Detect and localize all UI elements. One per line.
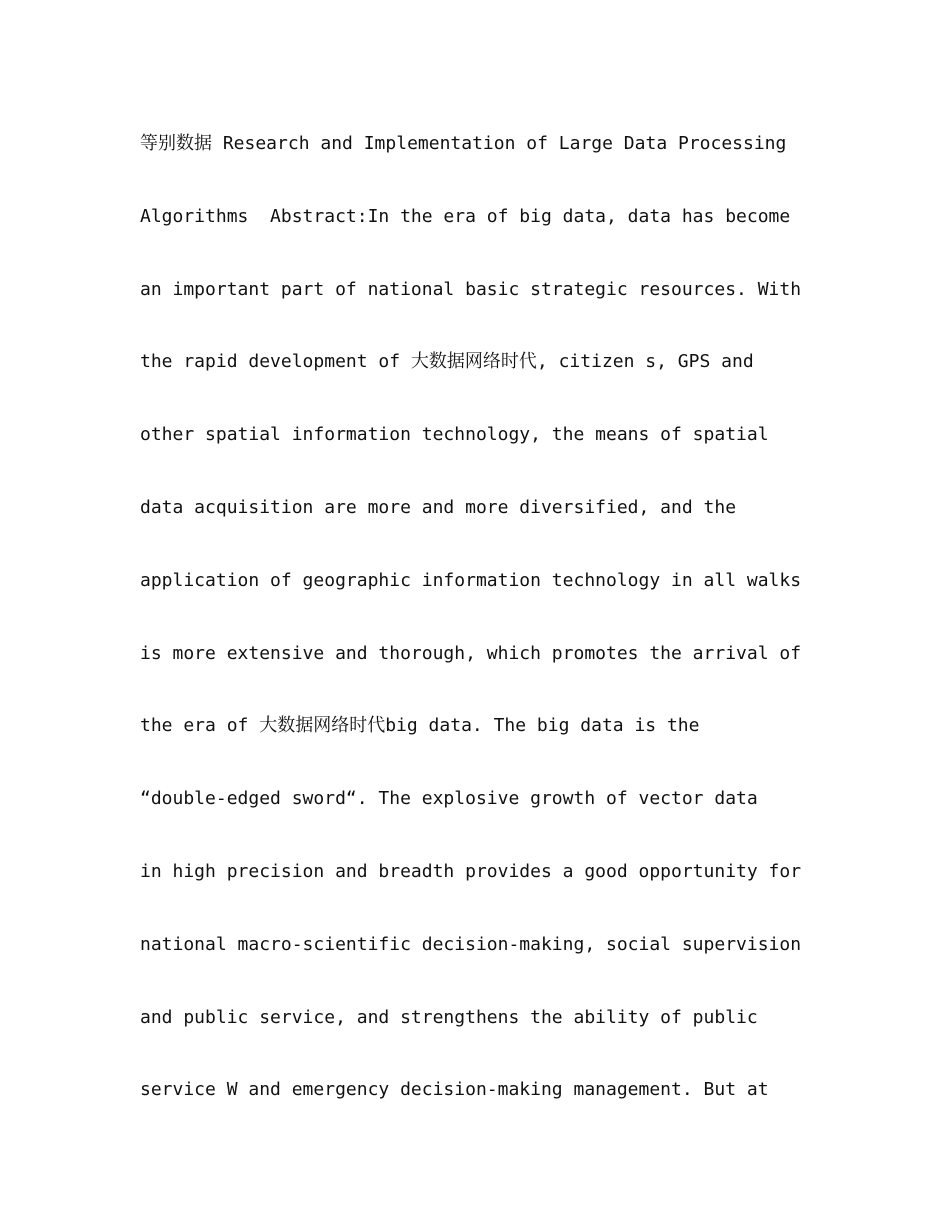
text-line: an important part of national basic strategic resources. With bbox=[140, 278, 802, 300]
text-line: Algorithms Abstract:In the era of big data, data has become bbox=[140, 205, 791, 227]
text-line: other spatial information technology, the means of spatial bbox=[140, 424, 769, 446]
text-line: is more extensive and thorough, which promotes the arrival of bbox=[140, 642, 802, 664]
text-line: service W and emergency decision-making management. But at bbox=[140, 1079, 769, 1101]
abstract-text-block bbox=[140, 126, 820, 1145]
text-line: and public service, and strengthens the ability of public bbox=[140, 1006, 758, 1028]
text-line: the rapid development of 大数据网络时代, citizen s, GPS and bbox=[140, 351, 754, 373]
text-line: the era of 大数据网络时代big data. The big data is the bbox=[140, 715, 700, 737]
text-line: application of geographic information technology in all walks bbox=[140, 569, 802, 591]
text-line: 等别数据 Research and Implementation of Large Data Processing bbox=[140, 133, 787, 154]
text-line: in high precision and breadth provides a good opportunity for bbox=[140, 860, 802, 882]
text-line: data acquisition are more and more diversified, and the bbox=[140, 496, 737, 518]
text-line: “double-edged sword“. The explosive growth of vector data bbox=[140, 788, 758, 810]
text-line: national macro-scientific decision-making, social supervision bbox=[140, 933, 802, 955]
